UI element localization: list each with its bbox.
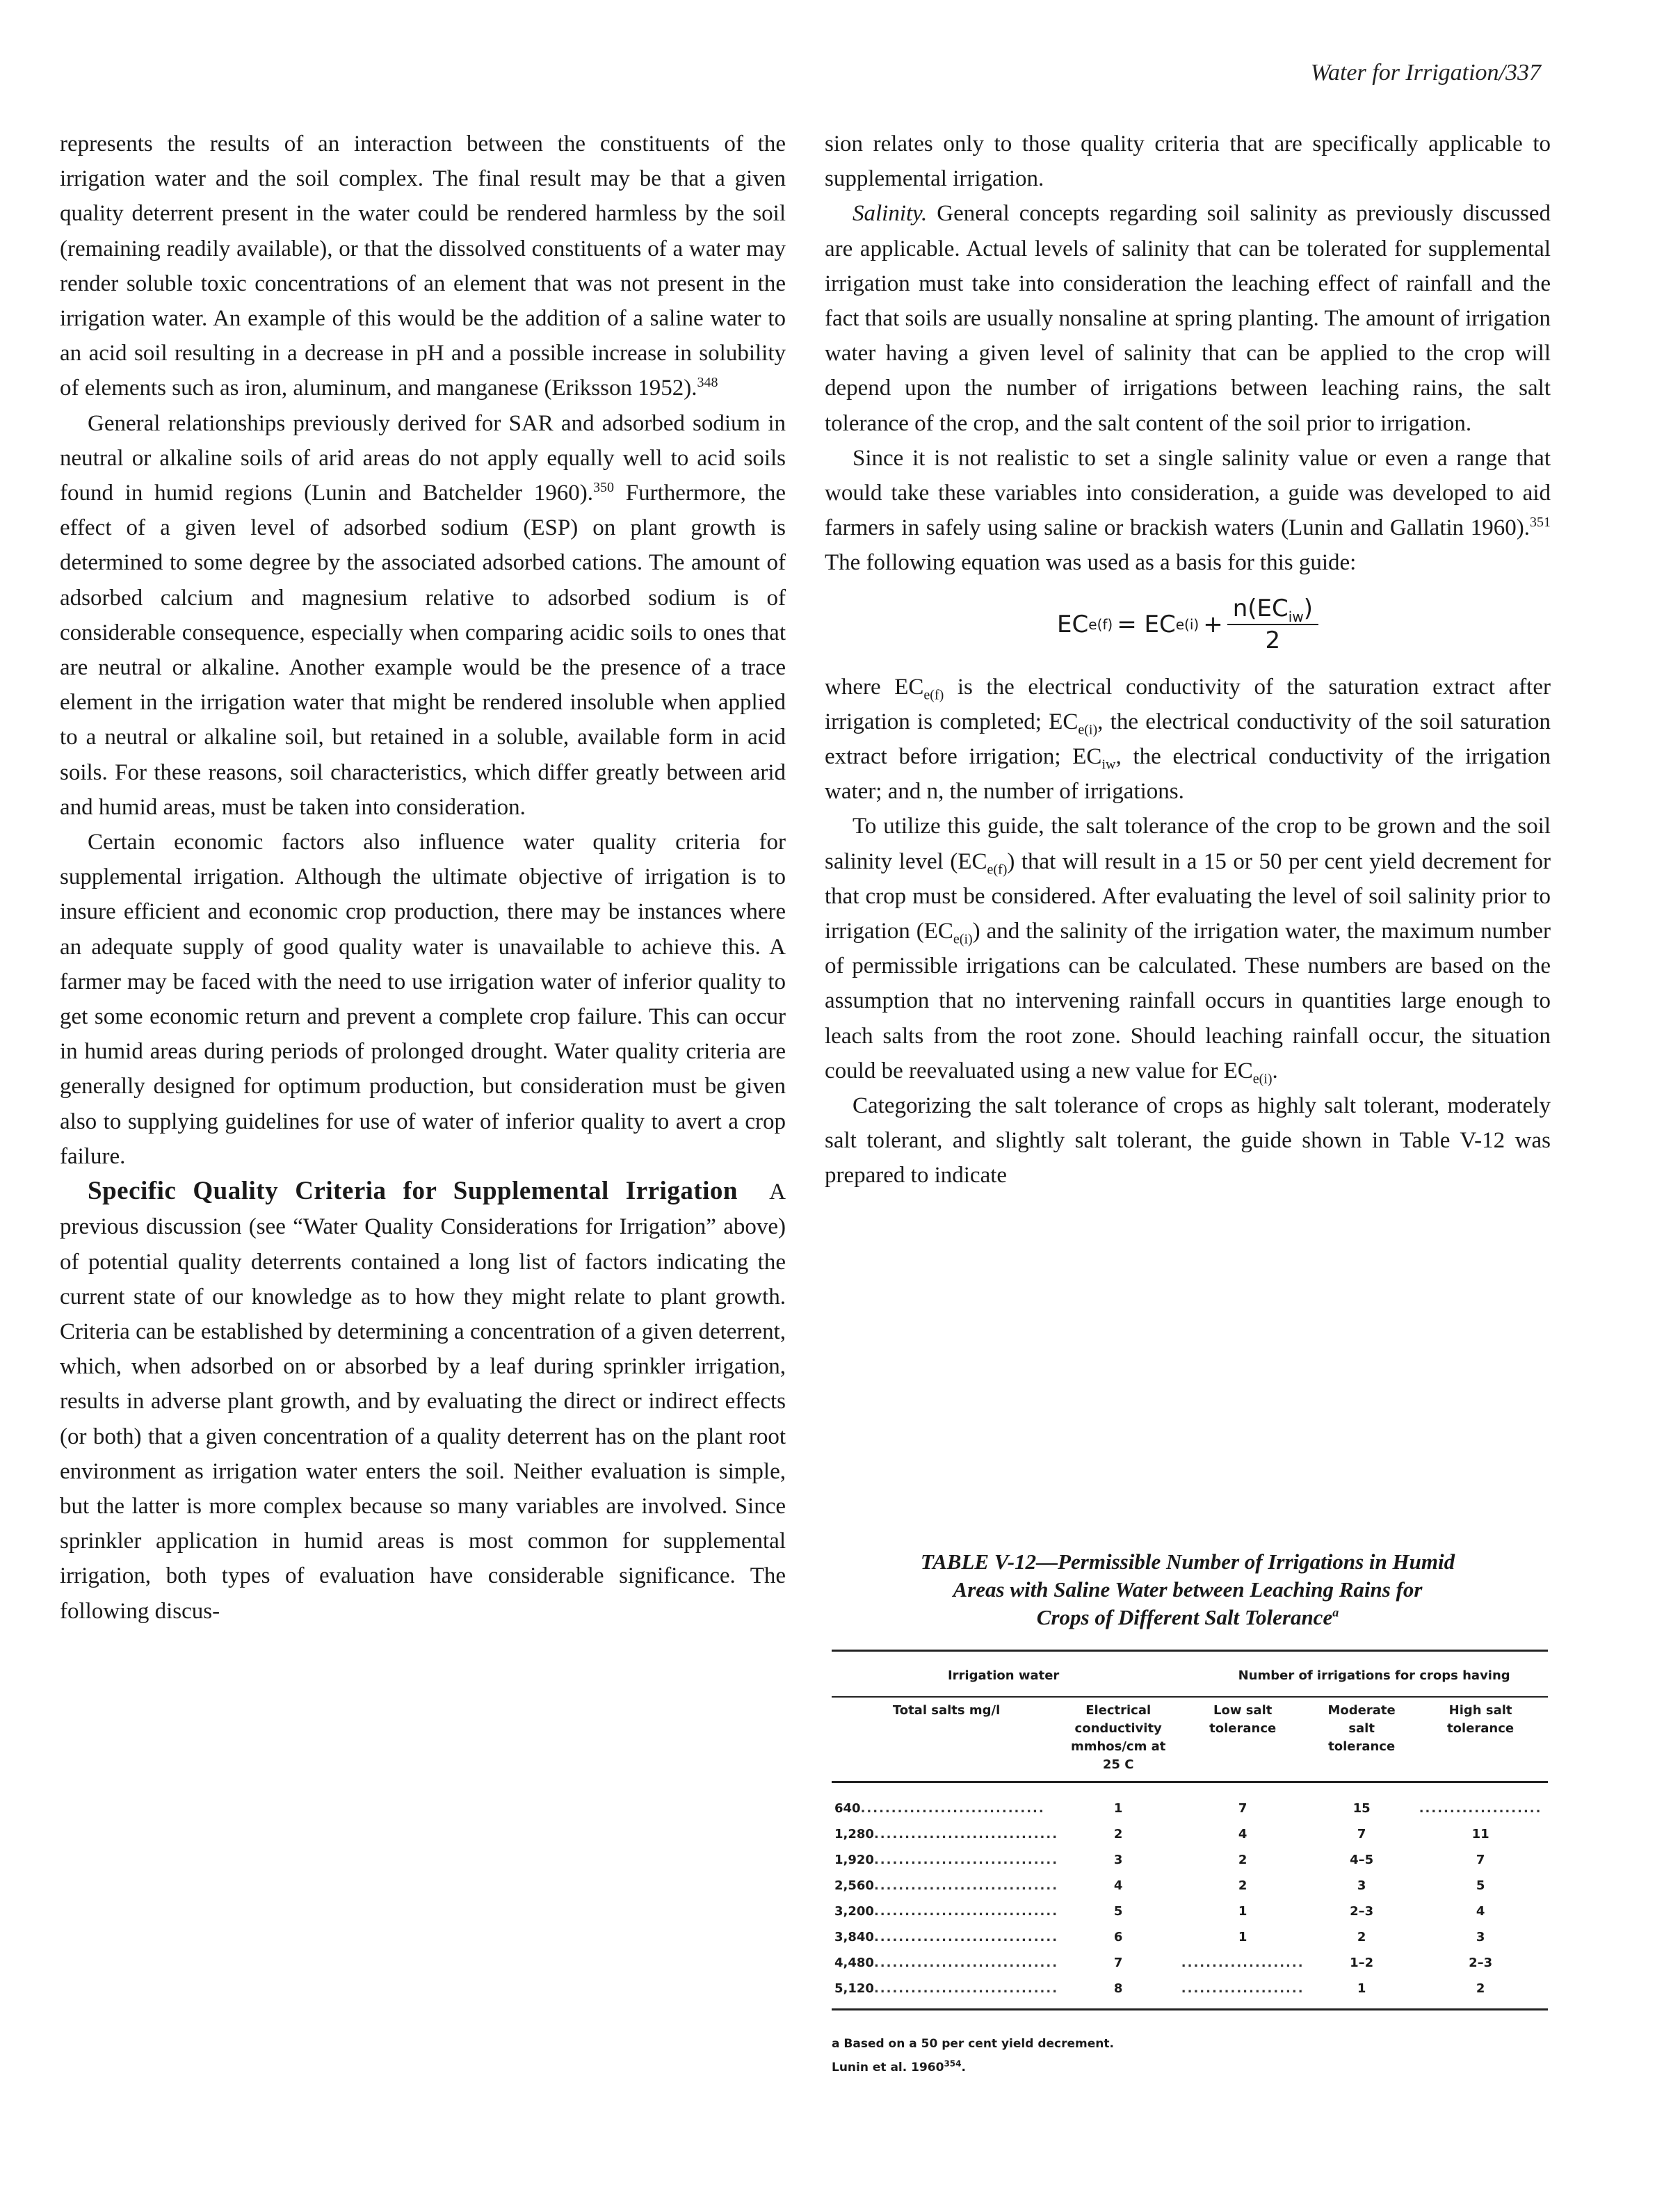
cell-total-salts: 3,840.............................. — [834, 1930, 1059, 1944]
salinity-label: Salinity. — [853, 201, 928, 227]
cell-conductivity: 4 — [1113, 1878, 1123, 1893]
cell-total-salts: 1,280.............................. — [834, 1827, 1059, 1842]
right-paragraph-6: Categorizing the salt tolerance of crops as highly salt tolerant, moderately salt tolerant, and slightly salt tolerant, the guide shown in Table V-12 was prepared to indicate — [825, 1093, 1551, 1188]
cell-high-tolerance: .................... — [1419, 1801, 1542, 1816]
header-total-salts: Total salts mg/l — [832, 1697, 1061, 1782]
cell-moderate-tolerance: 3 — [1357, 1878, 1366, 1893]
header-irrigation-water: Irrigation water — [832, 1651, 1175, 1698]
cell-high-tolerance: 11 — [1471, 1827, 1489, 1842]
cell-moderate-tolerance: 7 — [1357, 1827, 1366, 1842]
cell-conductivity: 6 — [1113, 1930, 1123, 1944]
cell-conductivity: 2 — [1113, 1827, 1123, 1842]
cell-conductivity: 1 — [1113, 1801, 1123, 1816]
cell-moderate-tolerance: 1 — [1310, 1976, 1413, 2010]
cell-total-salts: 640.............................. — [834, 1801, 1045, 1816]
cell-high-tolerance: 3 — [1476, 1930, 1485, 1944]
cell-high-tolerance: 2–3 — [1469, 1956, 1493, 1970]
table-row — [832, 1782, 1548, 1822]
cell-conductivity: 8 — [1061, 1976, 1175, 2010]
header-number-of-irrigations: Number of irrigations for crops having — [1175, 1651, 1548, 1698]
cell-total-salts: 2,560.............................. — [834, 1878, 1059, 1893]
cell-moderate-tolerance: 15 — [1352, 1801, 1371, 1816]
table-caption: TABLE V-12—Permissible Number of Irrigations in Humid Areas with Saline Water between Leaching Rains for Crops of Different Salt Tolerance$^a$ — [920, 1549, 1455, 1629]
running-head: Water for Irrigation/337 — [1310, 60, 1541, 86]
cell-conductivity: 7 — [1113, 1956, 1123, 1970]
right-paragraph-4: where $EC_{e(f)}$ is the electrical conductivity of the saturation extract after irrigation is completed; $EC_{e(i)}$, the electrical conductivity of the soil saturation extract before irrigation; $EC_{iw}$, the electrical conductivity of the irrigation water; and n, the number of irrigations. — [825, 674, 1551, 805]
header-moderate-tolerance: Moderate salt tolerance — [1310, 1697, 1413, 1782]
table-row — [832, 1847, 1548, 1873]
right-paragraph-2: Salinity. General concepts regarding soil salinity as previously discussed are applicable. Actual levels of salinity that can be tolerated for supplemental irrigation must take into consideration the leaching effect of rainfall and the fact that soils are usually nonsaline at spring planting. The amount of irrigation water having a given level of salinity that can be applied to the crop will depend upon the number of irrigations between leaching rains, the salt tolerance of the crop, and the salt content of the soil prior to irrigation. — [825, 201, 1551, 436]
cell-low-tolerance: 1 — [1238, 1904, 1247, 1919]
left-paragraph-4: Specific Quality Criteria for Supplemental Irrigation A previous discussion (see “Water Quality Considerations for Irrigation” above) of potential quality deterrents contained a long list of factors indicating the current state of our knowledge as to how they might relate to plant growth. Criteria can be established by determining a concentration of a given deterrent, which, when adsorbed on or absorbed by a leaf during sprinkler irrigation, results in adverse plant growth, and by evaluating the direct or indirect effects (or both) that a given concentration of a quality deterrent has on the plant root environment as irrigation water enters the soil. Neither evaluation is simple, but the latter is more complex because so many variables are involved. Since sprinkler application in humid areas is most common for supplemental irrigation, both types of evaluation have considerable significance. The following discus- — [60, 1177, 786, 1624]
right-column — [825, 127, 1551, 1193]
table-footnotes — [832, 2032, 1114, 2079]
irrigation-table — [832, 1650, 1548, 2010]
right-paragraph-5: To utilize this guide, the salt tolerance of the crop to be grown and the soil salinity level $(EC_{e(f)})$ that will result in a 15 or 50 per cent yield decrement for that crop must be considered. After evaluating the level of soil salinity prior to irrigation $(EC_{e(i)})$ and the salinity of the irrigation water, the maximum number of permissible irrigations can be calculated. These numbers are based on the assumption that no intervening rainfall occurs in quantities large enough to leach salts from the root zone. Should leaching rainfall occur, the situation could be reevaluated using a new value for $EC_{e(i)}$. — [825, 814, 1551, 1087]
left-column — [60, 127, 786, 1629]
cell-moderate-tolerance: 1–2 — [1350, 1956, 1374, 1970]
cell-low-tolerance: 4 — [1238, 1827, 1247, 1842]
cell-low-tolerance: .................... — [1175, 1976, 1310, 2010]
cell-high-tolerance: 7 — [1476, 1853, 1485, 1867]
cell-total-salts: 3,200.............................. — [834, 1904, 1059, 1919]
cell-total-salts: 4,480.............................. — [834, 1956, 1059, 1970]
left-paragraph-3: Certain economic factors also influence water quality criteria for supplemental irrigation. Although the ultimate objective of irrigation is to insure efficient and economic crop production, there may be instances where an adequate supply of good quality water is unavailable to achieve this. A farmer may be faced with the need to use irrigation water of inferior quality to get some economic return and prevent a complete crop failure. This can occur in humid areas during periods of prolonged drought. Water quality criteria are generally designed for optimum production, but consideration must be given also to supplying guidelines for use of water of inferior quality to avert a crop failure. — [60, 830, 786, 1169]
left-paragraph-2: General relationships previously derived for SAR and adsorbed sodium in neutral or alkaline soils of arid areas do not apply equally well to acid soils found in humid regions (Lunin and Batchelder 1960).$^{350}$ Furthermore, the effect of a given level of adsorbed sodium (ESP) on plant growth is determined to some degree by the associated adsorbed cations. The amount of adsorbed calcium and magnesium relative to adsorbed sodium is of considerable consequence, especially when comparing acidic soils to ones that are neutral or alkaline. Another example would be the presence of a trace element in the irrigation water that might be rendered insoluble when applied to a neutral or alkaline soil, but retained in a soluble, available form in acid soils. For these reasons, soil characteristics, which differ greatly between arid and humid areas, must be taken into consideration. — [60, 410, 786, 820]
cell-high-tolerance: 2 — [1413, 1976, 1548, 2010]
header-high-tolerance: High salt tolerance — [1413, 1697, 1548, 1782]
cell-total-salts: 1,920.............................. — [834, 1853, 1059, 1867]
footnote-basis: a Based on a 50 per cent yield decrement. — [832, 2037, 1114, 2051]
table-row — [832, 1873, 1548, 1899]
cell-conductivity: 5 — [1113, 1904, 1123, 1919]
header-low-tolerance: Low salt tolerance — [1175, 1697, 1310, 1782]
table-row — [832, 1821, 1548, 1847]
header-electrical-conductivity: Electrical conductivity mmhos/cm at 25 C — [1061, 1697, 1175, 1782]
cell-conductivity: 3 — [1113, 1853, 1123, 1867]
footnote-source: Lunin et al. 1960$^{354}$. — [832, 2058, 966, 2074]
section-heading: Specific Quality Criteria for Supplemental Irrigation — [88, 1177, 738, 1206]
salinity-equation: EC e(f) = EC e(i) + $\frac{n(EC_{iw})}{2}$ — [825, 586, 1551, 663]
table-row — [832, 1924, 1548, 1950]
table-body — [832, 1782, 1548, 2010]
table-row — [832, 1899, 1548, 1924]
table-row — [832, 1950, 1548, 1976]
cell-low-tolerance: 2 — [1238, 1878, 1247, 1893]
right-paragraph-3: Since it is not realistic to set a single salinity value or even a range that would take these variables into consideration, a guide was developed to aid farmers in safely using saline or brackish waters (Lunin and Gallatin 1960).$^{351}$ The following equation was used as a basis for this guide: — [825, 445, 1551, 576]
cell-high-tolerance: 5 — [1476, 1878, 1485, 1893]
cell-moderate-tolerance: 2 — [1357, 1930, 1366, 1944]
left-paragraph-1: represents the results of an interaction between the constituents of the irrigation water and the soil complex. The final result may be that a given quality deterrent present in the water could be rendered harmless by the soil (remaining readily available), or that the dissolved constituents of a water may render soluble toxic concentrations of an element that was not present in the irrigation water. An example of this would be the addition of a saline water to an acid soil resulting in a decrease in pH and a possible increase in solubility of elements such as iron, aluminum, and manganese (Eriksson 1952).$^{348}$ — [60, 131, 786, 401]
cell-low-tolerance: 2 — [1238, 1853, 1247, 1867]
cell-low-tolerance: 1 — [1238, 1930, 1247, 1944]
cell-low-tolerance: 7 — [1238, 1801, 1247, 1816]
equation-fraction: $\frac{n(EC_{iw})}{2}$ — [1227, 593, 1318, 656]
cell-high-tolerance: 4 — [1476, 1904, 1485, 1919]
table-row — [832, 1976, 1548, 2010]
cell-moderate-tolerance: 2–3 — [1350, 1904, 1374, 1919]
cell-total-salts: 5,120.............................. — [832, 1976, 1061, 2010]
cell-moderate-tolerance: 4–5 — [1350, 1853, 1374, 1867]
right-paragraph-1: sion relates only to those quality criteria that are specifically applicable to supplemental irrigation. — [825, 131, 1551, 192]
cell-low-tolerance: .................... — [1181, 1956, 1305, 1970]
